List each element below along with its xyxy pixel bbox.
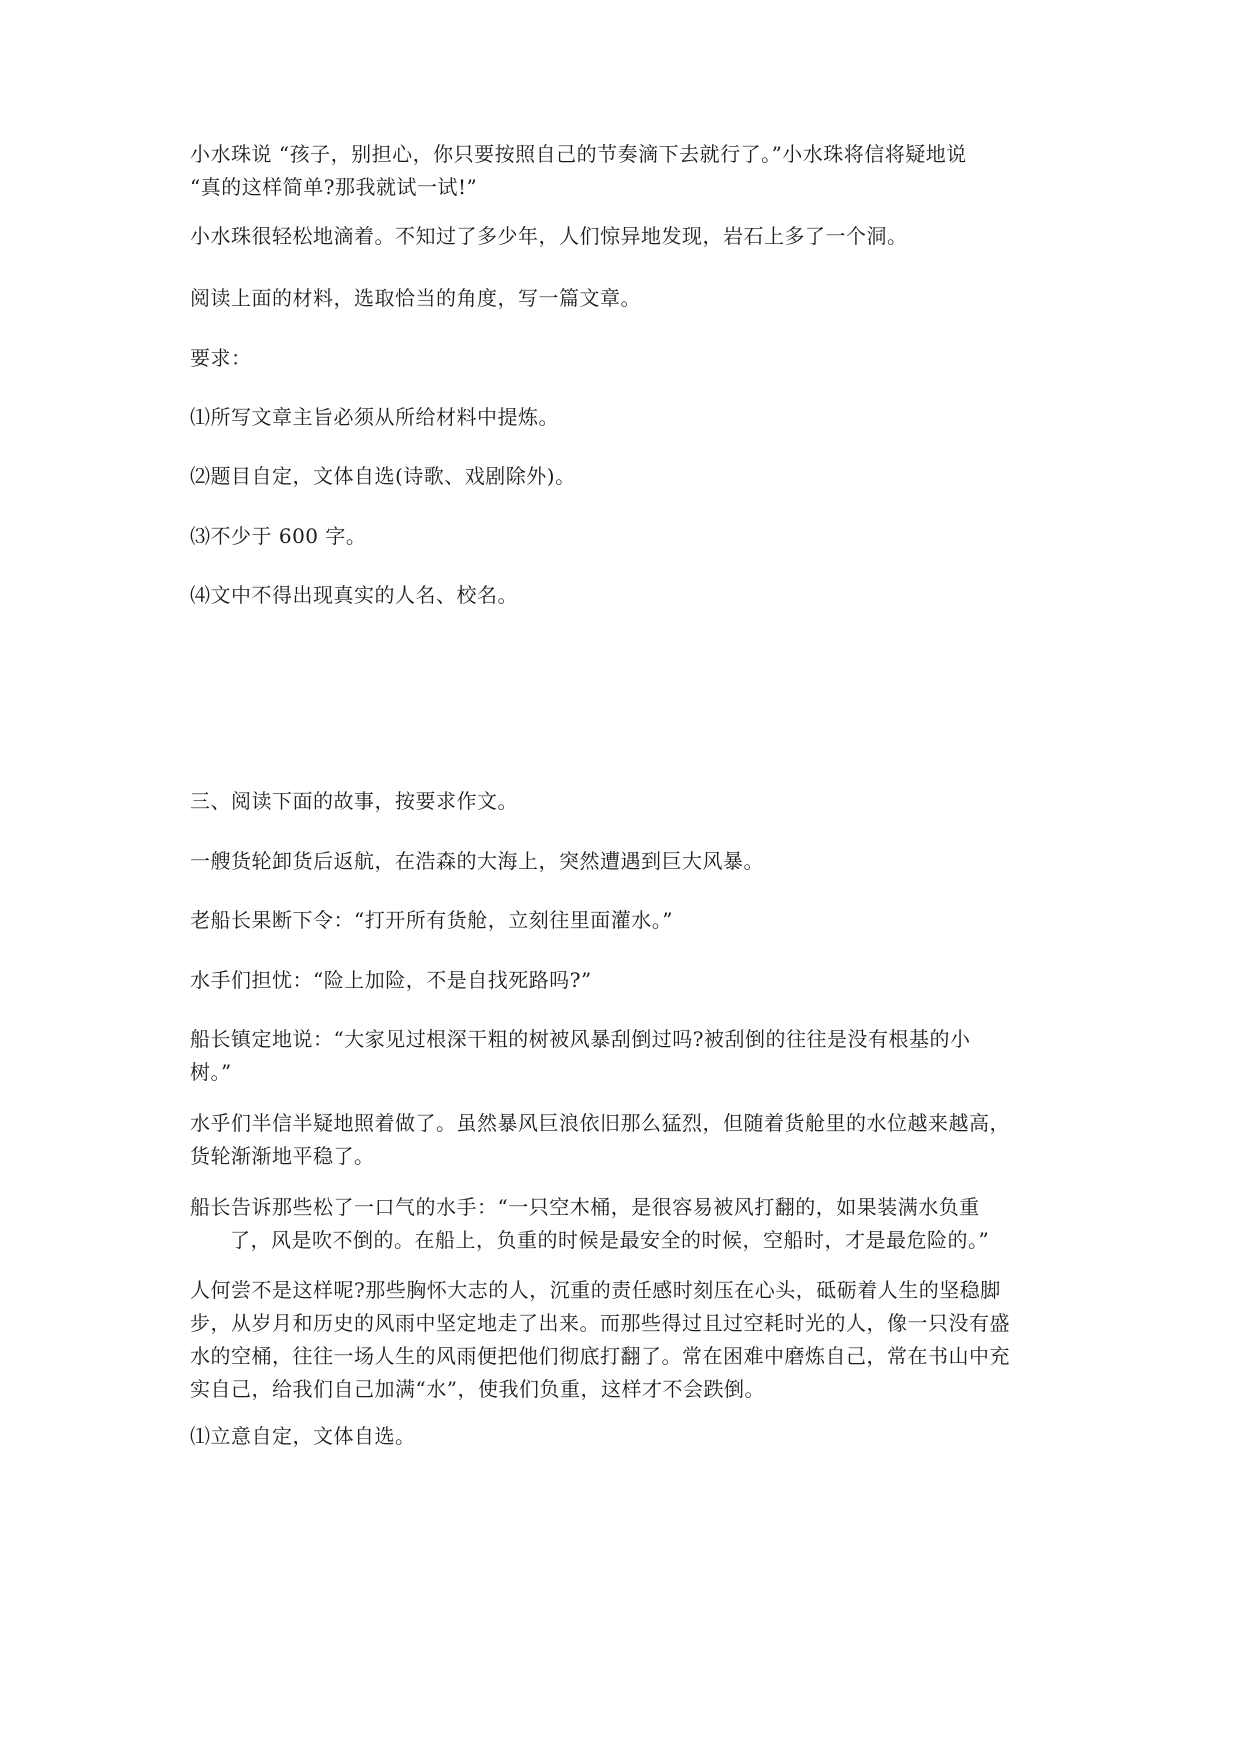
- text-line: 小水珠说 “孩子，别担心，你只要按照自己的节奏滴下去就行了。”小水珠将信将疑地说: [190, 142, 967, 166]
- text-line: 实自己，给我们自己加满“水”，使我们负重，这样才不会跌倒。: [190, 1377, 765, 1401]
- text-line: 船长镇定地说：“大家见过根深干粗的树被风暴刮倒过吗?被刮倒的往往是没有根基的小: [190, 1027, 971, 1051]
- requirements-heading: [190, 342, 1060, 375]
- paragraph-rock-hole: [190, 220, 1060, 253]
- requirement-item-4: [190, 579, 1060, 612]
- paragraph-captain-reply: [190, 1023, 1060, 1089]
- text-line: 树。”: [190, 1060, 232, 1084]
- requirement-item-1: [190, 401, 1060, 434]
- paragraph-water-drop-dialogue: [190, 138, 1060, 204]
- text-line: ⑴所写文章主旨必须从所给材料中提炼。: [190, 405, 559, 429]
- requirement-item-1-section-three: [190, 1420, 1060, 1453]
- text-line: 阅读上面的材料，选取恰当的角度，写一篇文章。: [190, 286, 641, 310]
- paragraph-ship-stabilized: [190, 1107, 1060, 1173]
- text-line: ⑶不少于 600 字。: [190, 524, 367, 548]
- text-line: 货轮渐渐地平稳了。: [190, 1144, 375, 1168]
- paragraph-task-instruction: [190, 282, 1060, 315]
- text-line: “真的这样简单?那我就试一试!”: [190, 175, 478, 199]
- paragraph-sailors-worry: [190, 964, 1060, 997]
- paragraph-reflection: [190, 1274, 1060, 1406]
- text-line: 水的空桶，往往一场人生的风雨便把他们彻底打翻了。常在困难中磨炼自己，常在书山中充: [190, 1344, 1010, 1368]
- text-line: 人何尝不是这样呢?那些胸怀大志的人，沉重的责任感时刻压在心头，砥砺着人生的坚稳脚: [190, 1278, 1001, 1302]
- text-line: ⑷文中不得出现真实的人名、校名。: [190, 583, 518, 607]
- paragraph-captain-order: [190, 904, 1060, 937]
- text-line: ⑴立意自定，文体自选。: [190, 1424, 416, 1448]
- text-line: 船长告诉那些松了一口气的水手：“一只空木桶，是很容易被风打翻的，如果装满水负重: [190, 1195, 980, 1219]
- text-line: ⑵题目自定，文体自选(诗歌、戏剧除外)。: [190, 464, 576, 488]
- text-line: 了，风是吹不倒的。在船上，负重的时候是最安全的时候，空船时，才是最危险的。”: [230, 1228, 990, 1252]
- requirement-item-3: [190, 520, 1060, 553]
- text-line: 要求：: [190, 346, 252, 370]
- text-line: 三、阅读下面的故事，按要求作文。: [190, 789, 518, 813]
- text-line: 一艘货轮卸货后返航，在浩森的大海上，突然遭遇到巨大风暴。: [190, 849, 764, 873]
- text-line: 老船长果断下令：“打开所有货舱，立刻往里面灌水。”: [190, 908, 673, 932]
- text-line: 步，从岁月和历史的风雨中坚定地走了出来。而那些得过且过空耗时光的人，像一只没有盛: [190, 1311, 1010, 1335]
- requirement-item-2: [190, 460, 1060, 493]
- text-line: 小水珠很轻松地滴着。不知过了多少年，人们惊异地发现，岩石上多了一个洞。: [190, 224, 908, 248]
- paragraph-cargo-ship: [190, 845, 1060, 878]
- section-three-heading: [190, 785, 1060, 818]
- text-line: 水手们担忧：“险上加险，不是自找死路吗?”: [190, 968, 592, 992]
- text-line: 水乎们半信半疑地照着做了。虽然暴风巨浪依旧那么猛烈，但随着货舱里的水位越来越高，: [190, 1111, 1010, 1135]
- paragraph-empty-bucket: [190, 1191, 1060, 1257]
